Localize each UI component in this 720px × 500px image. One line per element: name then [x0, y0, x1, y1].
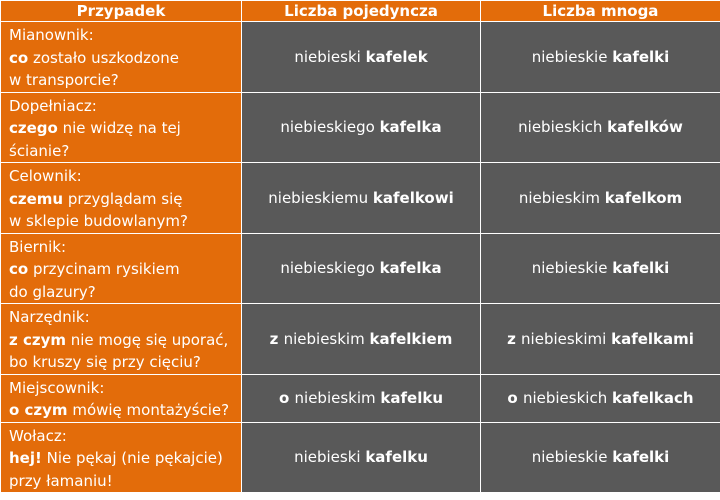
adjective: niebieskie — [531, 47, 613, 66]
plural-form — [481, 374, 720, 422]
question-continuation: przy łamaniu! — [9, 471, 113, 490]
question-word: z czym — [9, 330, 66, 349]
adjective: niebieskich — [518, 118, 608, 137]
question-continuation: w transporcie? — [9, 71, 119, 89]
plural-form — [481, 22, 720, 93]
question-rest: nie mogę się uporać, — [65, 330, 229, 349]
noun: kafelek — [365, 47, 428, 66]
question-continuation: ścianie? — [9, 141, 70, 160]
noun: kafelkiem — [369, 329, 453, 348]
case-question — [9, 258, 237, 281]
case-name: Biernik: — [9, 237, 67, 256]
case-question — [9, 329, 237, 352]
question-continuation: w sklepie budowlanym? — [9, 212, 188, 230]
singular-form — [242, 233, 481, 304]
question-rest: nie widzę na tej — [57, 119, 181, 137]
case-cell — [1, 22, 242, 93]
table-row — [1, 92, 720, 163]
preposition: z — [269, 329, 284, 348]
case-question — [9, 188, 237, 211]
adjective: niebieskie — [531, 448, 613, 467]
plural-form — [481, 422, 720, 493]
adjective: niebieski — [294, 448, 366, 467]
adjective: niebieskiemu — [268, 188, 373, 207]
case-cell — [1, 304, 242, 375]
singular-form — [242, 422, 481, 493]
singular-form — [242, 374, 481, 422]
question-continuation: bo kruszy się przy cięciu? — [9, 353, 201, 371]
singular-form — [242, 163, 481, 234]
case-cell — [1, 92, 242, 163]
noun: kafelkom — [604, 188, 683, 207]
question-word: o czym — [9, 401, 68, 419]
noun: kafelku — [365, 448, 428, 467]
header-singular: Liczba pojedyncza — [242, 1, 481, 22]
noun: kafelków — [607, 118, 683, 137]
question-rest: zostało uszkodzone — [28, 48, 179, 67]
preposition: z — [507, 329, 522, 348]
noun: kafelka — [379, 118, 442, 137]
table-row — [1, 22, 720, 93]
table-row — [1, 422, 720, 493]
case-name: Mianownik: — [9, 26, 94, 44]
table-row — [1, 374, 720, 422]
case-question — [9, 117, 237, 140]
adjective: niebieskim — [518, 188, 605, 207]
header-row — [1, 1, 720, 22]
noun: kafelku — [380, 389, 443, 407]
noun: kafelkami — [611, 329, 694, 348]
case-name: Miejscownik: — [9, 378, 105, 397]
plural-form — [481, 304, 720, 375]
case-name: Narzędnik: — [9, 308, 90, 326]
case-cell — [1, 374, 242, 422]
case-name: Dopełniacz: — [9, 96, 97, 115]
adjective: niebieskim — [283, 329, 370, 348]
question-word: co — [9, 48, 29, 67]
question-rest: przyglądam się — [63, 189, 183, 208]
preposition: o — [507, 389, 523, 407]
question-rest: przycinam rysikiem — [28, 260, 180, 278]
singular-form — [242, 304, 481, 375]
case-cell — [1, 163, 242, 234]
singular-form — [242, 22, 481, 93]
case-question — [9, 399, 237, 422]
adjective: niebieskich — [522, 389, 612, 407]
question-continuation: do glazury? — [9, 282, 96, 301]
noun: kafelki — [612, 47, 670, 66]
singular-form — [242, 92, 481, 163]
adjective: niebieski — [294, 47, 366, 66]
noun: kafelkach — [611, 389, 694, 407]
case-question — [9, 47, 237, 70]
case-cell — [1, 233, 242, 304]
case-name: Wołacz: — [9, 426, 67, 445]
case-question — [9, 447, 237, 470]
question-rest: mówię montażyście? — [67, 401, 230, 419]
adjective: niebieskimi — [521, 329, 612, 348]
case-name: Celownik: — [9, 167, 82, 185]
adjective: niebieskiego — [280, 259, 380, 278]
adjective: niebieskie — [531, 259, 613, 278]
question-word: czego — [9, 119, 58, 137]
preposition: o — [279, 389, 295, 407]
question-word: hej! — [9, 449, 42, 467]
noun: kafelki — [612, 259, 670, 278]
question-word: czemu — [9, 189, 64, 208]
noun: kafelkowi — [372, 188, 454, 207]
adjective: niebieskim — [294, 389, 381, 407]
case-cell — [1, 422, 242, 493]
plural-form — [481, 233, 720, 304]
table-row — [1, 304, 720, 375]
question-word: co — [9, 260, 29, 278]
adjective: niebieskiego — [280, 118, 380, 137]
plural-form — [481, 163, 720, 234]
noun: kafelki — [612, 448, 670, 467]
header-plural: Liczba mnoga — [481, 1, 720, 22]
table-row — [1, 233, 720, 304]
question-rest: Nie pękaj (nie pękajcie) — [41, 449, 223, 467]
table-row — [1, 163, 720, 234]
plural-form — [481, 92, 720, 163]
header-case: Przypadek — [1, 1, 242, 22]
noun: kafelka — [379, 259, 442, 278]
